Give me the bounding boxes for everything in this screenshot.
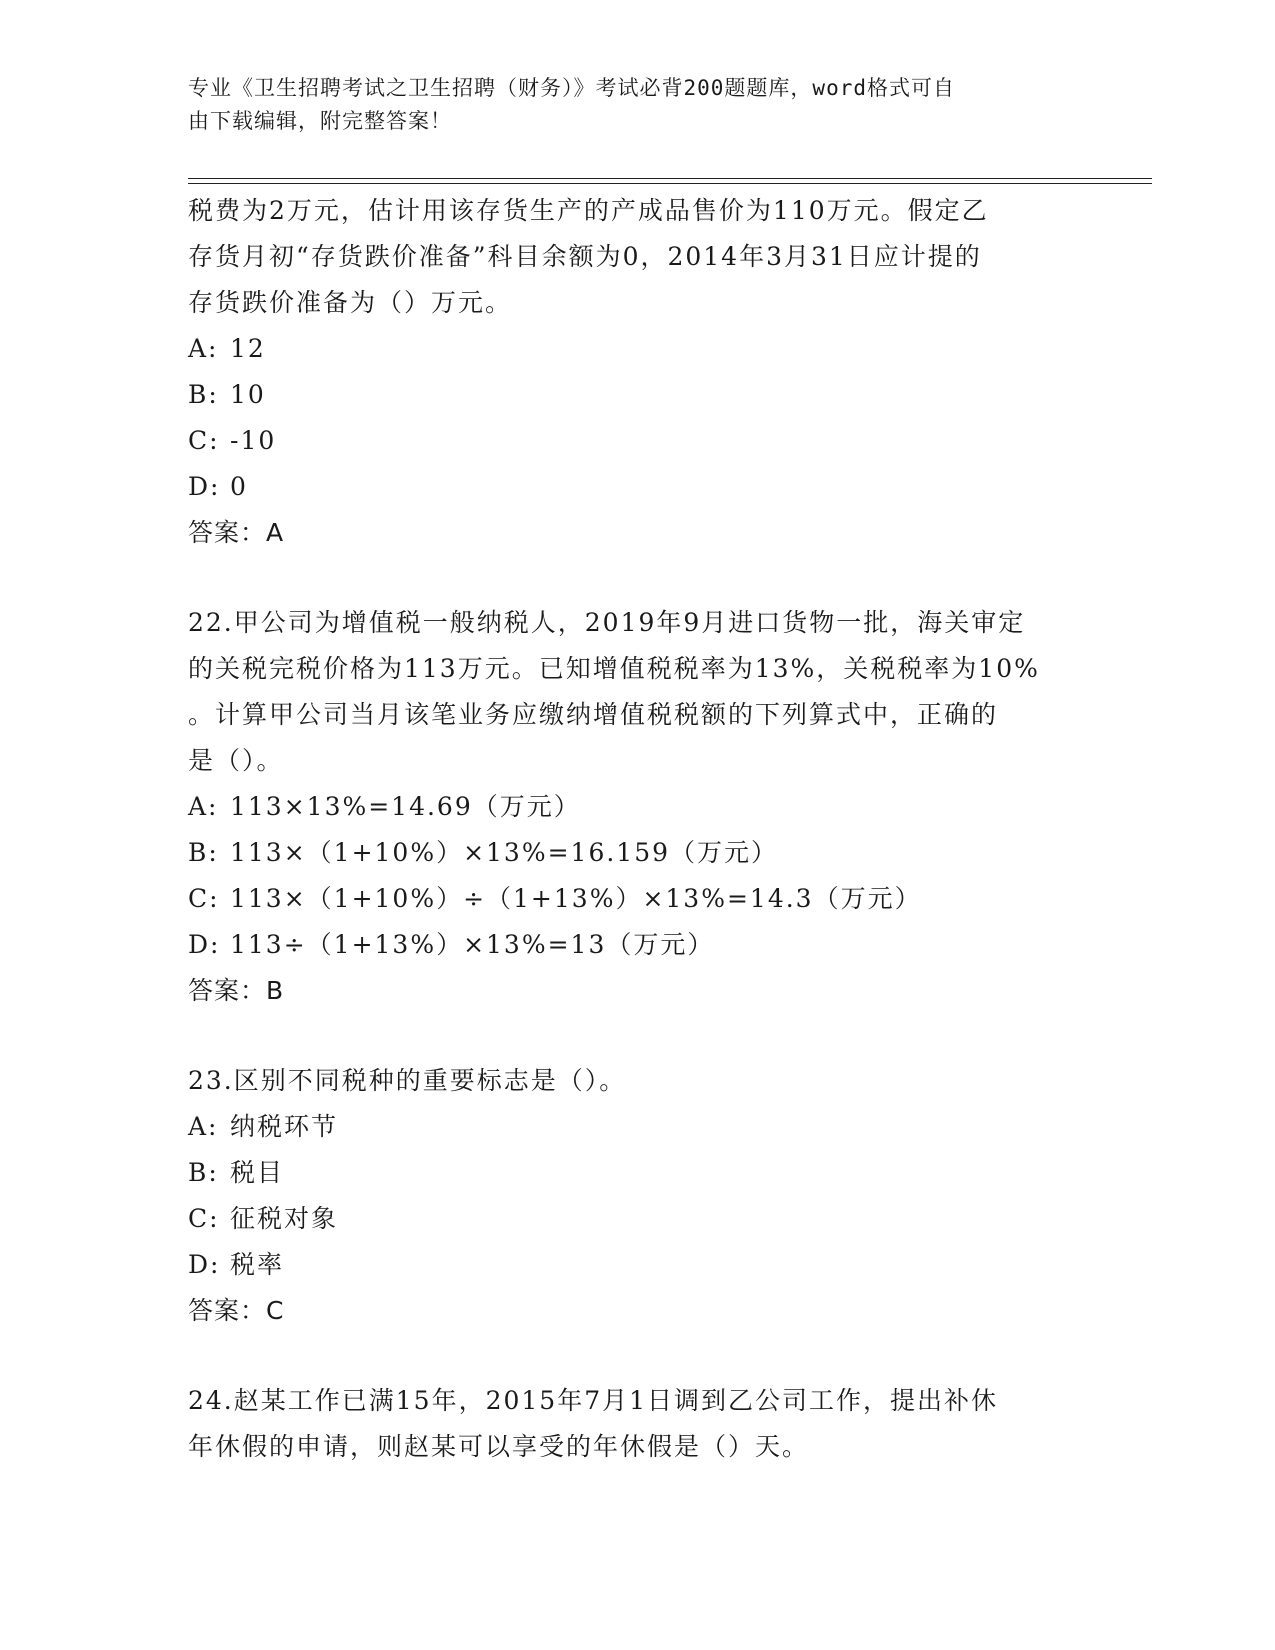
question-text-line: 年休假的申请，则赵某可以享受的年休假是（）天。 [188, 1432, 810, 1461]
option-text: 113×13%=14.69（万元） [230, 792, 581, 821]
option-key: D: [188, 930, 221, 959]
option-text: 12 [230, 334, 266, 363]
option-b [188, 1150, 1088, 1196]
option-a [188, 784, 1088, 830]
option-text: 113×（1+10%）×13%=16.159（万元） [230, 838, 779, 867]
header-line-2: 由下载编辑，附完整答案！ [188, 109, 452, 133]
option-d [188, 1242, 1088, 1288]
option-d [188, 922, 1088, 968]
question-text-line: 。计算甲公司当月该笔业务应缴纳增值税税额的下列算式中，正确的 [188, 700, 999, 729]
header-line-1: 专业《卫生招聘考试之卫生招聘（财务）》考试必背200题题库，word格式可自 [188, 76, 955, 100]
question-spacer [188, 556, 1088, 600]
option-text: 税目 [230, 1158, 285, 1187]
option-key: C: [188, 426, 220, 455]
option-key: B: [188, 838, 219, 867]
question-text-line: 22.甲公司为增值税一般纳税人，2019年9月进口货物一批，海关审定 [188, 608, 1026, 637]
option-key: D: [188, 1250, 221, 1279]
option-text: -10 [230, 426, 277, 455]
header-rule-bottom [188, 183, 1152, 184]
option-key: B: [188, 380, 219, 409]
option-c [188, 876, 1088, 922]
option-key: A: [188, 1112, 219, 1141]
question-spacer [188, 1014, 1088, 1058]
question-text-line: 存货跌价准备为（）万元。 [188, 288, 513, 317]
question-22 [188, 600, 1088, 1014]
question-23 [188, 1058, 1088, 1334]
option-c [188, 1196, 1088, 1242]
question-text-line: 是（）。 [188, 746, 284, 775]
answer-line: 答案：C [188, 1296, 285, 1325]
document-header [188, 72, 1088, 138]
option-key: A: [188, 334, 219, 363]
option-key: C: [188, 884, 220, 913]
option-key: B: [188, 1158, 219, 1187]
option-a [188, 326, 1088, 372]
option-text: 113÷（1+13%）×13%=13（万元） [230, 930, 715, 959]
question-text-line: 23.区别不同税种的重要标志是（）。 [188, 1066, 627, 1095]
answer-line: 答案：B [188, 976, 285, 1005]
option-c [188, 418, 1088, 464]
option-b [188, 372, 1088, 418]
question-text-line: 税费为2万元，估计用该存货生产的产成品售价为110万元。假定乙 [188, 196, 989, 225]
answer-line: 答案：A [188, 518, 285, 547]
option-text: 0 [230, 472, 248, 501]
option-text: 纳税环节 [230, 1112, 339, 1141]
question-24 [188, 1378, 1088, 1470]
option-text: 税率 [230, 1250, 285, 1279]
header-rule-top [188, 178, 1152, 179]
question-text-line: 存货月初“存货跌价准备”科目余额为0，2014年3月31日应计提的 [188, 242, 982, 271]
option-d [188, 464, 1088, 510]
question-21 [188, 188, 1088, 556]
option-key: A: [188, 792, 219, 821]
option-key: D: [188, 472, 221, 501]
option-a [188, 1104, 1088, 1150]
option-b [188, 830, 1088, 876]
question-spacer [188, 1334, 1088, 1378]
option-key: C: [188, 1204, 220, 1233]
question-text-line: 的关税完税价格为113万元。已知增值税税率为13%，关税税率为10% [188, 654, 1040, 683]
option-text: 113×（1+10%）÷（1+13%）×13%=14.3（万元） [230, 884, 922, 913]
question-text-line: 24.赵某工作已满15年，2015年7月1日调到乙公司工作，提出补休 [188, 1386, 999, 1415]
option-text: 征税对象 [230, 1204, 339, 1233]
document-body [188, 188, 1088, 1470]
option-text: 10 [230, 380, 266, 409]
